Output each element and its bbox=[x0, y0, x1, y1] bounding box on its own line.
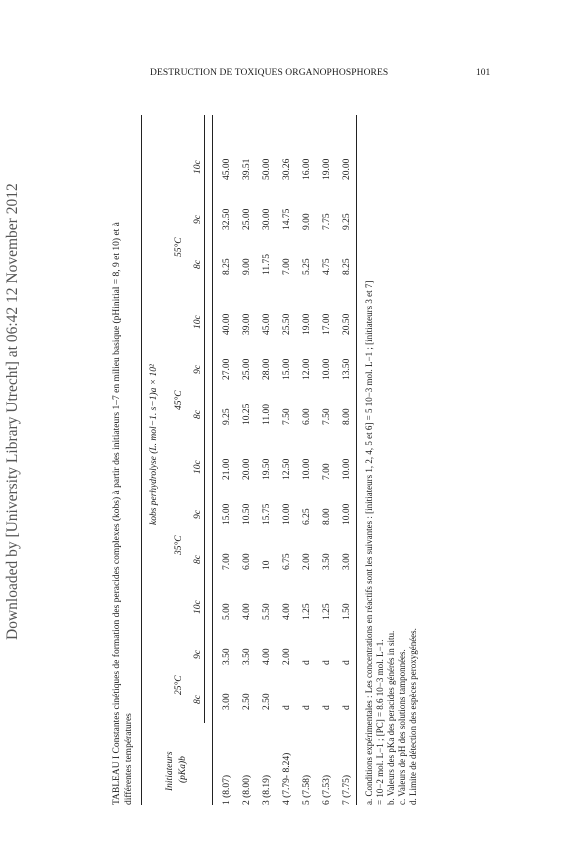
temperature-header: 35°C bbox=[174, 535, 184, 555]
ph-header: 9c bbox=[193, 510, 203, 519]
table-cell: 5.00 bbox=[222, 603, 232, 620]
ph-header: 8c bbox=[193, 410, 203, 419]
table-cell: d bbox=[322, 705, 332, 710]
table-cell: d bbox=[302, 705, 312, 710]
table-cell: 39.51 bbox=[242, 158, 252, 180]
temperature-header: 25°C bbox=[174, 675, 184, 695]
table-cell: 3.50 bbox=[322, 553, 332, 570]
temperature-header: 45°C bbox=[174, 390, 184, 410]
spanner-header: kobs perhydrolyse (L. mol−1. s−1)a × 10² bbox=[149, 364, 159, 525]
table-cell: 16.00 bbox=[302, 158, 312, 180]
table-cell: 9.00 bbox=[242, 258, 252, 275]
table-cell: 50.00 bbox=[262, 158, 272, 180]
table-cell: 15.00 bbox=[282, 358, 292, 380]
table-cell: 10.50 bbox=[242, 503, 252, 525]
rotated-table-block bbox=[112, 105, 512, 805]
footnote: b. Valeurs des pKa des peracides générés in situ. bbox=[386, 630, 396, 805]
ph-header: 10c bbox=[193, 460, 203, 474]
table-cell: 4.75 bbox=[322, 258, 332, 275]
table-cell: d bbox=[282, 705, 292, 710]
table-cell: 12.50 bbox=[282, 458, 292, 480]
table-cell: 3.00 bbox=[222, 693, 232, 710]
table-cell: 1.25 bbox=[322, 603, 332, 620]
table-cell: 8.00 bbox=[322, 508, 332, 525]
table-cell: 27.00 bbox=[222, 358, 232, 380]
stub-header-pka: (pKa)b bbox=[178, 756, 188, 783]
table-cell: 1.50 bbox=[342, 603, 352, 620]
table-caption-line-1: TABLEAU I Constantes cinétiques de formation des peracides complexes (kobs) à partir des initiateurs 1–7 en milieu basique (pHinitial = 8, 9 et 10) et à bbox=[112, 222, 122, 805]
table-cell: 45.00 bbox=[262, 313, 272, 335]
table-cell: 8.25 bbox=[222, 258, 232, 275]
table-cell: 7.50 bbox=[282, 408, 292, 425]
temperature-header: 55°C bbox=[174, 237, 184, 257]
table-cell: 5.25 bbox=[302, 258, 312, 275]
table-cell: 15.75 bbox=[262, 503, 272, 525]
table-cell: 21.00 bbox=[222, 458, 232, 480]
row-label: 5 (7.58) bbox=[302, 774, 312, 805]
footnote: d. Limite de détection des espèces peroxygénées. bbox=[408, 628, 418, 805]
table-cell: 14.75 bbox=[282, 208, 292, 230]
table-cell: 20.00 bbox=[342, 158, 352, 180]
ph-header: 10c bbox=[193, 160, 203, 174]
row-label: 2 (8.00) bbox=[242, 774, 252, 805]
table-cell: 10.25 bbox=[242, 403, 252, 425]
download-watermark: Downloaded by [University Library Utrecht] at 06:42 12 November 2012 bbox=[4, 183, 21, 640]
table-cell: 11.00 bbox=[262, 403, 272, 425]
table-cell: 7.00 bbox=[282, 258, 292, 275]
table-cell: d bbox=[302, 660, 312, 665]
table-cell: 25.00 bbox=[242, 208, 252, 230]
table-cell: 10.00 bbox=[342, 458, 352, 480]
table-cell: 7.50 bbox=[322, 408, 332, 425]
table-cell: 10 bbox=[262, 560, 272, 570]
table-cell: 11.75 bbox=[262, 253, 272, 275]
table-cell: 30.26 bbox=[282, 158, 292, 180]
table-cell: 10.00 bbox=[282, 503, 292, 525]
stub-header: Initiateurs bbox=[165, 751, 175, 791]
table-cell: 6.00 bbox=[302, 408, 312, 425]
table-cell: 4.00 bbox=[262, 648, 272, 665]
table-cell: 15.00 bbox=[222, 503, 232, 525]
footnote: = 10−2 mol. L−1 ; [PC] = 8.6 10−3 mol. L−1. bbox=[375, 639, 385, 805]
table-cell: d bbox=[322, 660, 332, 665]
table-cell: 6.00 bbox=[242, 553, 252, 570]
table-cell: 28.00 bbox=[262, 358, 272, 380]
table-cell: 19.50 bbox=[262, 458, 272, 480]
table-cell: 2.00 bbox=[302, 553, 312, 570]
table-cell: 10.00 bbox=[342, 503, 352, 525]
row-label: 1 (8.07) bbox=[222, 774, 232, 805]
page-number: 101 bbox=[476, 68, 491, 78]
table-cell: 6.25 bbox=[302, 508, 312, 525]
ph-header: 9c bbox=[193, 650, 203, 659]
table-cell: 7.00 bbox=[322, 463, 332, 480]
table-cell: d bbox=[342, 705, 352, 710]
ph-header: 9c bbox=[193, 365, 203, 374]
row-label: 4 (7.79- 8.24) bbox=[282, 752, 292, 805]
table-caption-line-2: différentes températures bbox=[124, 713, 134, 805]
table-cell: 1.25 bbox=[302, 603, 312, 620]
table-cell: 19.00 bbox=[302, 313, 312, 335]
table-cell: d bbox=[342, 660, 352, 665]
table-cell: 12.00 bbox=[302, 358, 312, 380]
running-head: DESTRUCTION DE TOXIQUES ORGANOPHOSPHORES bbox=[150, 68, 389, 78]
table-cell: 17.00 bbox=[322, 313, 332, 335]
table-cell: 32.50 bbox=[222, 208, 232, 230]
table-cell: 3.50 bbox=[222, 648, 232, 665]
table-cell: 39.00 bbox=[242, 313, 252, 335]
table-cell: 5.50 bbox=[262, 603, 272, 620]
table-cell: 45.00 bbox=[222, 158, 232, 180]
table-top-rule bbox=[141, 115, 142, 805]
ph-header: 8c bbox=[193, 695, 203, 704]
header-bottom-rule bbox=[212, 115, 213, 805]
table-cell: 10.00 bbox=[302, 458, 312, 480]
table-cell: 25.00 bbox=[242, 358, 252, 380]
table-cell: 9.00 bbox=[302, 213, 312, 230]
table-cell: 13.50 bbox=[342, 358, 352, 380]
ph-header: 8c bbox=[193, 555, 203, 564]
table-cell: 8.00 bbox=[342, 408, 352, 425]
ph-header: 10c bbox=[193, 600, 203, 614]
table-cell: 3.00 bbox=[342, 553, 352, 570]
table-bottom-rule bbox=[356, 115, 357, 805]
table-cell: 7.00 bbox=[222, 553, 232, 570]
table-cell: 40.00 bbox=[222, 313, 232, 335]
table-cell: 30.00 bbox=[262, 208, 272, 230]
table-cell: 8.25 bbox=[342, 258, 352, 275]
table-cell: 9.25 bbox=[222, 408, 232, 425]
table-cell: 10.00 bbox=[322, 358, 332, 380]
subheader-rule bbox=[204, 115, 205, 723]
table-cell: 20.00 bbox=[242, 458, 252, 480]
table-cell: 4.00 bbox=[282, 603, 292, 620]
row-label: 6 (7.53) bbox=[322, 774, 332, 805]
ph-header: 10c bbox=[193, 315, 203, 329]
table-cell: 7.75 bbox=[322, 213, 332, 230]
footnote: a. Conditions expérimentales : Les concentrations en réactifs sont les suivantes : [initiateurs 1, 2, 4, 5 et 6] = 5 10−3 mol. L−1 ; [initiateurs 3 et 7] bbox=[364, 280, 374, 805]
table-cell: 2.50 bbox=[262, 693, 272, 710]
table-cell: 2.50 bbox=[242, 693, 252, 710]
table-cell: 3.50 bbox=[242, 648, 252, 665]
table-cell: 19.00 bbox=[322, 158, 332, 180]
table-cell: 20.50 bbox=[342, 313, 352, 335]
ph-header: 8c bbox=[193, 260, 203, 269]
table-cell: 6.75 bbox=[282, 553, 292, 570]
ph-header: 9c bbox=[193, 215, 203, 224]
table-cell: 9.25 bbox=[342, 213, 352, 230]
row-label: 3 (8.19) bbox=[262, 774, 272, 805]
table-cell: 4.00 bbox=[242, 603, 252, 620]
row-label: 7 (7.75) bbox=[342, 774, 352, 805]
table-cell: 25.50 bbox=[282, 313, 292, 335]
footnote: c. Valeurs de pH des solutions tamponnées. bbox=[397, 649, 407, 805]
table-cell: 2.00 bbox=[282, 648, 292, 665]
